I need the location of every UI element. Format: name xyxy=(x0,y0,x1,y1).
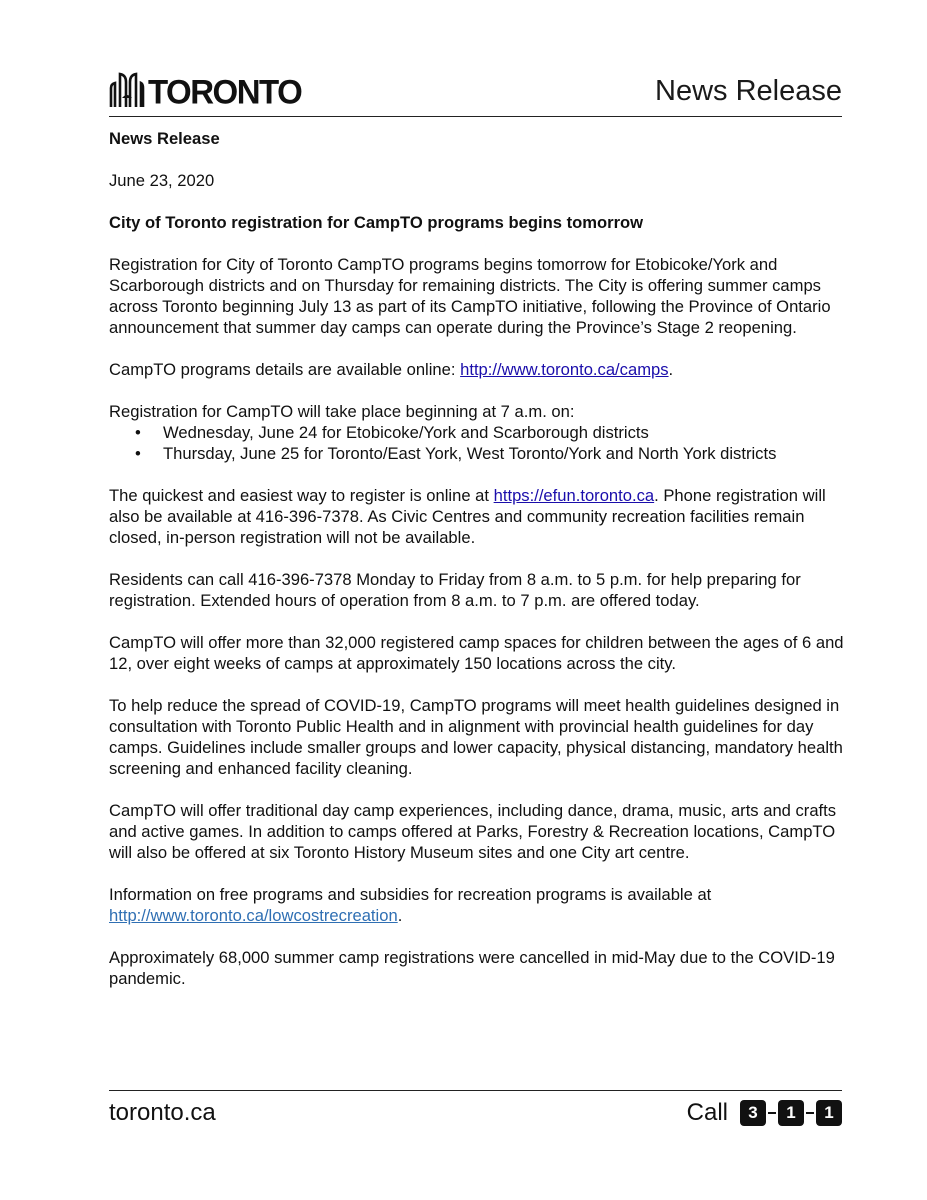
registration-dates-list xyxy=(109,422,849,464)
city-hall-logo-icon xyxy=(109,70,145,108)
paragraph-details xyxy=(109,359,849,380)
online-text-rest: . Phone registration will also be available at 416-396-7378. As Civic Centres and community recreation facilities remain closed, in-person registration will not be available. xyxy=(109,486,826,547)
online-text: The quickest and easiest way to register is online at xyxy=(109,486,494,505)
key-separator xyxy=(768,1112,776,1114)
release-date: June 23, 2020 xyxy=(109,171,215,190)
camps-link[interactable]: http://www.toronto.ca/camps xyxy=(460,360,669,379)
call-311 xyxy=(687,1100,842,1126)
paragraph-cancellations: Approximately 68,000 summer camp registrations were cancelled in mid-May due to the COVID-19 pandemic. xyxy=(109,948,835,988)
release-label: News Release xyxy=(109,129,220,148)
list-item: • Wednesday, June 24 for Etobicoke/York and Scarborough districts xyxy=(163,422,849,443)
page-title: News Release xyxy=(655,75,842,107)
key-1: 1 xyxy=(778,1100,804,1126)
details-text: CampTO programs details are available online: xyxy=(109,360,461,379)
paragraph-subsidies xyxy=(109,884,849,926)
key-3: 3 xyxy=(740,1100,766,1126)
headline: City of Toronto registration for CampTO programs begins tomorrow xyxy=(109,213,644,232)
footer-website[interactable]: toronto.ca xyxy=(109,1099,216,1126)
list-item: • Thursday, June 25 for Toronto/East York, West Toronto/York and North York districts xyxy=(163,443,849,464)
subsidies-period: . xyxy=(397,906,403,925)
logo-wordmark: TORONTO xyxy=(148,72,302,111)
paragraph-intro: Registration for City of Toronto CampTO programs begins tomorrow for Etobicoke/York and Scarborough districts and on Thursday for remaining districts. The City is offering summer camps across Toronto beginning July 13 as part of its CampTO initiative, following the Province of Ontario announcement that summer day camps can operate during the Province’s Stage 2 reopening. xyxy=(109,255,831,337)
subsidies-text: Information on free programs and subsidies for recreation programs is available at xyxy=(109,885,712,904)
page-footer xyxy=(109,1090,842,1141)
paragraph-online-registration xyxy=(109,485,849,548)
paragraph-phone-help: Residents can call 416-396-7378 Monday to Friday from 8 a.m. to 5 p.m. for help preparing for registration. Extended hours of operation from 8 a.m. to 7 p.m. are offered today. xyxy=(109,570,801,610)
paragraph-camp-experiences: CampTO will offer traditional day camp experiences, including dance, drama, music, arts and crafts and active games. In addition to camps offered at Parks, Forestry & Recreation locations, CampTO will also be offered at six Toronto History Museum sites and one City art centre. xyxy=(109,801,837,862)
key-1-second: 1 xyxy=(816,1100,842,1126)
paragraph-registration-dates: Registration for CampTO will take place beginning at 7 a.m. on: xyxy=(109,402,575,421)
lowcost-recreation-link[interactable]: http://www.toronto.ca/lowcostrecreation xyxy=(109,906,398,925)
release-body xyxy=(109,128,849,1010)
key-separator xyxy=(806,1112,814,1114)
page-header xyxy=(109,62,842,117)
paragraph-camp-spaces: CampTO will offer more than 32,000 registered camp spaces for children between the ages of 6 and 12, over eight weeks of camps at approximately 150 locations across the city. xyxy=(109,633,844,673)
toronto-logo[interactable] xyxy=(109,68,302,111)
details-period: . xyxy=(668,360,674,379)
efun-link[interactable]: https://efun.toronto.ca xyxy=(493,486,655,505)
call-label: Call xyxy=(686,1099,728,1126)
paragraph-health-guidelines: To help reduce the spread of COVID-19, CampTO programs will meet health guidelines designed in consultation with Toronto Public Health and in alignment with provincial health guidelines for day camps. Guidelines include smaller groups and lower capacity, physical distancing, mandatory health screening and enhanced facility cleaning. xyxy=(109,696,843,778)
